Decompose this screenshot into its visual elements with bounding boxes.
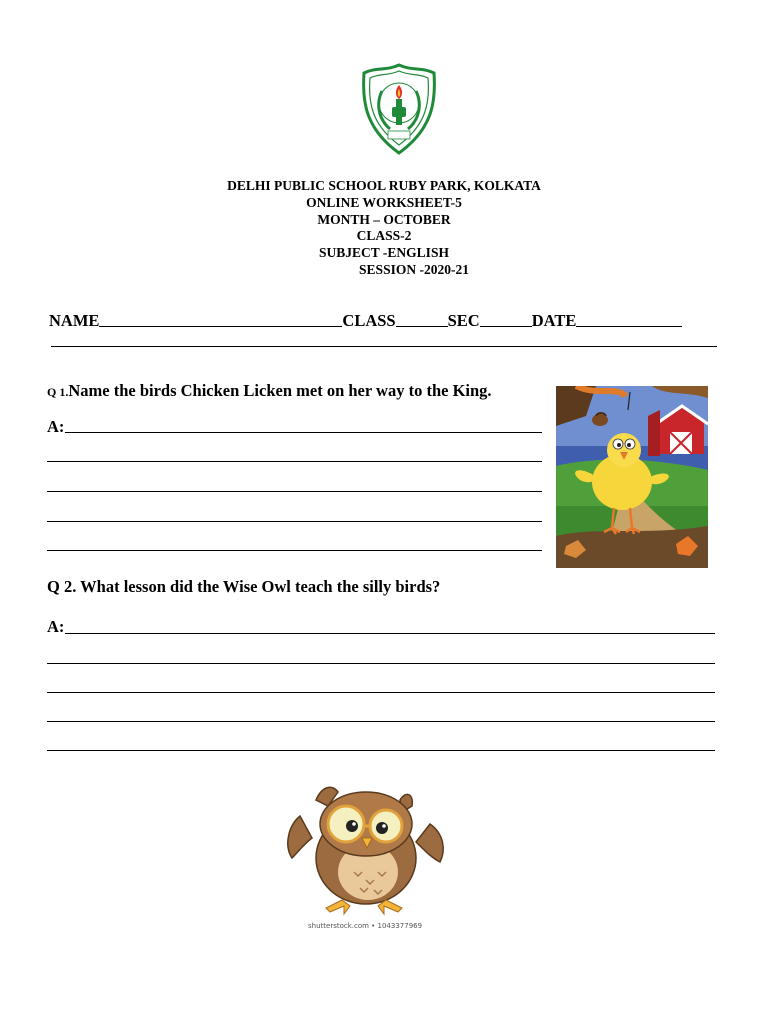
school-logo <box>360 63 438 157</box>
name-label: NAME <box>49 311 100 330</box>
answer-2-line[interactable] <box>47 663 715 664</box>
wise-owl-illustration <box>282 776 448 922</box>
sec-label: SEC <box>447 311 480 330</box>
subject-label: SUBJECT -ENGLISH <box>319 245 449 261</box>
class-label: CLASS-2 <box>356 228 412 244</box>
question-1-text: Name the birds Chicken Licken met on her way to the King. <box>68 381 492 400</box>
answer-1-line[interactable] <box>47 521 542 522</box>
date-blank[interactable] <box>576 326 682 327</box>
question-1-prefix: Q 1. <box>47 385 69 399</box>
info-underline <box>51 346 717 347</box>
sec-blank[interactable] <box>480 326 532 327</box>
name-blank[interactable] <box>99 326 342 327</box>
answer-1-line[interactable] <box>47 461 542 462</box>
class-blank[interactable] <box>396 326 448 327</box>
school-name: DELHI PUBLIC SCHOOL RUBY PARK, KOLKATA <box>227 178 541 193</box>
question-2-text: What lesson did the Wise Owl teach the silly birds? <box>80 577 441 596</box>
chicken-licken-illustration <box>556 386 708 568</box>
owl-icon <box>288 787 443 914</box>
worksheet-header <box>0 178 768 279</box>
student-info-fields <box>49 311 682 331</box>
answer-2-label: A: <box>47 617 65 636</box>
answer-2-line[interactable] <box>65 633 715 634</box>
answer-1-label: A: <box>47 417 65 436</box>
question-2 <box>47 577 440 597</box>
answer-2-line[interactable] <box>47 692 715 693</box>
answer-2-line[interactable] <box>47 721 715 722</box>
answer-2-line[interactable] <box>47 750 715 751</box>
month-label: MONTH – OCTOBER <box>317 211 451 227</box>
answer-1-line[interactable] <box>47 491 542 492</box>
answer-1-line[interactable] <box>65 432 542 433</box>
class-field-label: CLASS <box>342 311 396 330</box>
worksheet-title: ONLINE WORKSHEET-5 <box>306 194 462 210</box>
question-1 <box>47 381 492 401</box>
date-label: DATE <box>531 311 577 330</box>
question-2-prefix: Q 2. <box>47 577 77 596</box>
session-label: SESSION -2020-21 <box>359 261 469 277</box>
answer-1-line[interactable] <box>47 550 542 551</box>
owl-image-caption: shutterstock.com • 1043377969 <box>308 922 423 930</box>
